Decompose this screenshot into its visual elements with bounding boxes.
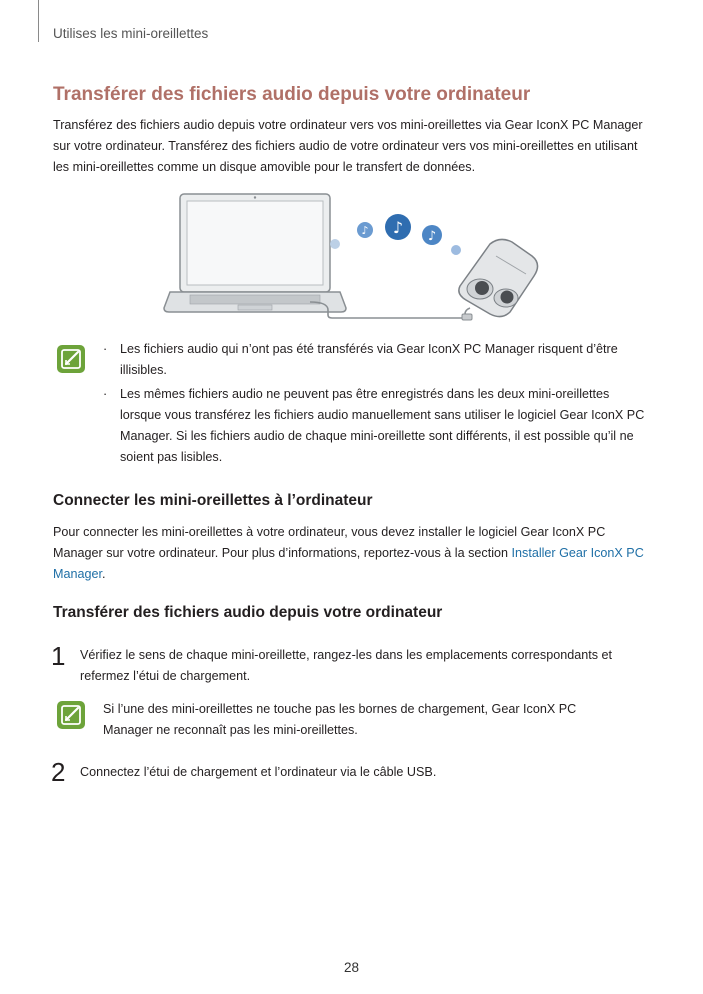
music-note-icon: [330, 214, 461, 255]
step-text: Vérifiez le sens de chaque mini-oreillette, rangez-les dans les emplacements correspondants et refermez l’étui de chargement.: [80, 648, 613, 683]
list-item: · Les mêmes fichiers audio ne peuvent pas être enregistrés dans les deux mini-oreillettes lorsque vous transférez les fichiers audio manuellement sans utiliser le logiciel Gear IconX PC Manager. Si les fichiers audio de chaque mini-oreillette sont différents, il est possible qu’il ne soient pas lisibles.: [103, 384, 653, 468]
install-manager-link[interactable]: Installer Gear IconX PC Manager: [53, 546, 644, 581]
page-number: 28: [343, 960, 360, 975]
note-icon: [56, 700, 86, 730]
svg-text:♪: ♪: [361, 224, 369, 237]
section-heading-transfer: Transférer des fichiers audio depuis votre ordinateur: [53, 604, 443, 621]
laptop-earbuds-illustration: [160, 186, 550, 326]
note-icon: [56, 344, 86, 374]
intro-paragraph: Transférez des fichiers audio depuis votre ordinateur vers vos mini-oreillettes via Gear IconX PC Manager sur votre ordinateur. Transférez des fichiers audio de votre ordinateur vers vos mini-oreillettes en utilisant les mini-oreillettes comme un disque amovible pour le transfert de données.: [53, 118, 643, 174]
running-header: Utilises les mini-oreillettes: [53, 26, 209, 41]
svg-text:♪: ♪: [427, 229, 437, 244]
step-note: Si l’une des mini-oreillettes ne touche pas les bornes de chargement, Gear IconX PC Manager ne reconnaît pas les mini-oreillettes.: [103, 702, 577, 737]
connect-paragraph: Pour connecter les mini-oreillettes à votre ordinateur, vous devez installer le logiciel Gear IconX PC Manager sur votre ordinateur. Pour plus d’informations, reportez-vous à la section Installer Gear IconX PC Manager.: [53, 525, 644, 581]
list-item: · Les fichiers audio qui n’ont pas été transférés via Gear IconX PC Manager risquent d’être illisibles.: [103, 339, 653, 381]
step-number: 2: [51, 757, 66, 787]
note-bullet-list: [103, 339, 653, 471]
page-title: Transférer des fichiers audio depuis votre ordinateur: [53, 84, 531, 105]
usb-connector-icon: [462, 314, 472, 320]
laptop-icon: [164, 194, 346, 312]
svg-text:♪: ♪: [392, 218, 404, 237]
step-number: 1: [51, 641, 66, 671]
header-divider-line: [38, 0, 39, 42]
step-text: Connectez l’étui de chargement et l’ordinateur via le câble USB.: [80, 765, 437, 779]
bullet-icon: ·: [103, 342, 108, 356]
section-heading-connect: Connecter les mini-oreillettes à l’ordinateur: [53, 492, 373, 509]
earbuds-case-icon: [459, 239, 538, 316]
bullet-icon: ·: [103, 387, 108, 401]
